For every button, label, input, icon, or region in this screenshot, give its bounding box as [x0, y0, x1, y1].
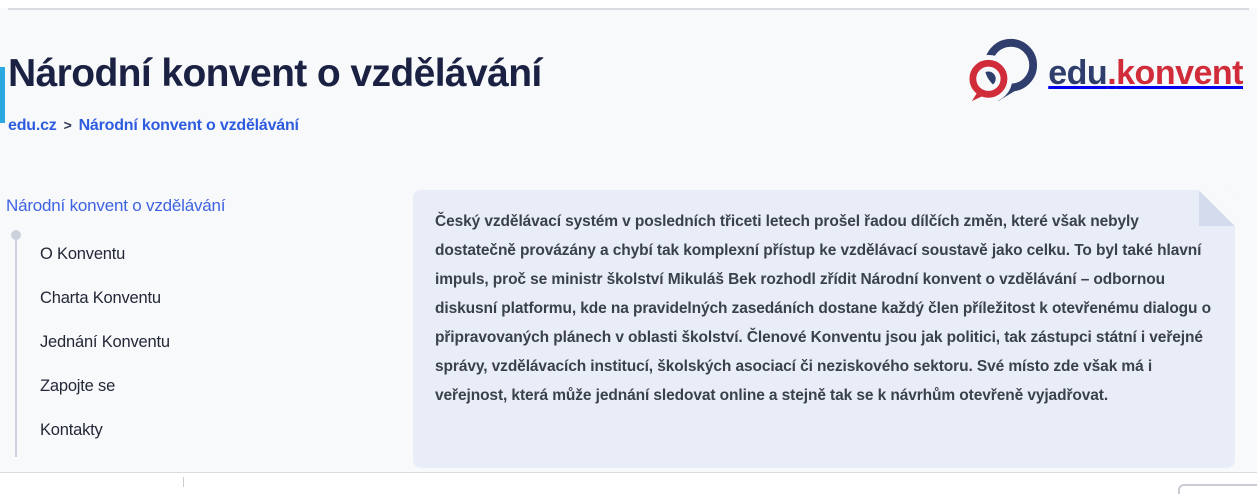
list-item: [40, 414, 170, 458]
sidebar-item-zapojte-se[interactable]: Zapojte se: [40, 377, 116, 395]
intro-note-box: [413, 190, 1235, 468]
intro-paragraph: Český vzdělávací systém v posledních třiceti letech prošel řadou dílčích změn, které však nebyly dostatečně provázány a chybí tak komplexní přístup ke vzdělávací soustavě jako celku. To byl také hlavní impuls, proč se ministr školství Mikuláš Bek rozhodl zřídit Národní konvent o vzdělávání – odbornou diskusní platformu, kde na pravidelných zasedáních dostane každý člen příležitost k otevřenému dialogu o připravovaných plánech v oblasti školství. Členové Konventu jsou jak politici, tak zástupci státní i veřejné správy, vzdělávacích institucí, školských asociací či neziskového sektoru. Své místo zde však má i veřejnost, která může jednání sledovat online a stejně tak se k návrhům otevřeně vyjadřovat.: [435, 213, 1211, 404]
note-folded-corner: [1199, 190, 1235, 226]
top-divider-line: [8, 8, 1249, 10]
top-strip: [0, 0, 1257, 8]
sidebar-item-o-konventu[interactable]: O Konventu: [40, 245, 126, 263]
sidebar-subnav: [40, 238, 170, 458]
below-fold-card-left-edge: [183, 477, 184, 487]
below-fold-card-top-edge: [1178, 484, 1257, 494]
breadcrumb-home-link[interactable]: edu.cz: [8, 117, 57, 134]
breadcrumb-separator: >: [63, 117, 72, 133]
list-item: [40, 238, 170, 282]
breadcrumb: [8, 117, 299, 135]
logo-wordmark: [1048, 54, 1243, 93]
list-item: [40, 326, 170, 370]
sidebar-item-jednani-konventu[interactable]: Jednání Konventu: [40, 333, 170, 351]
section-divider-line: [0, 472, 1257, 473]
logo-text-konvent: konvent: [1116, 53, 1243, 92]
sidebar-rail-line: [15, 237, 17, 457]
title-accent-bar: [0, 67, 5, 123]
sidebar-item-narodni-konvent-active[interactable]: Národní konvent o vzdělávání: [6, 196, 226, 215]
logo-text-edu: edu: [1048, 53, 1108, 92]
list-item: [40, 370, 170, 414]
speech-bubbles-icon: [968, 36, 1038, 111]
logo-text-dot: .: [1107, 53, 1117, 92]
sidebar-item-charta-konventu[interactable]: Charta Konventu: [40, 289, 161, 307]
page-title: Národní konvent o vzdělávání: [8, 52, 542, 95]
list-item: [40, 282, 170, 326]
edu-konvent-logo[interactable]: [968, 38, 1243, 108]
sidebar-item-kontakty[interactable]: Kontakty: [40, 421, 103, 439]
breadcrumb-current-link[interactable]: Národní konvent o vzdělávání: [78, 117, 299, 134]
